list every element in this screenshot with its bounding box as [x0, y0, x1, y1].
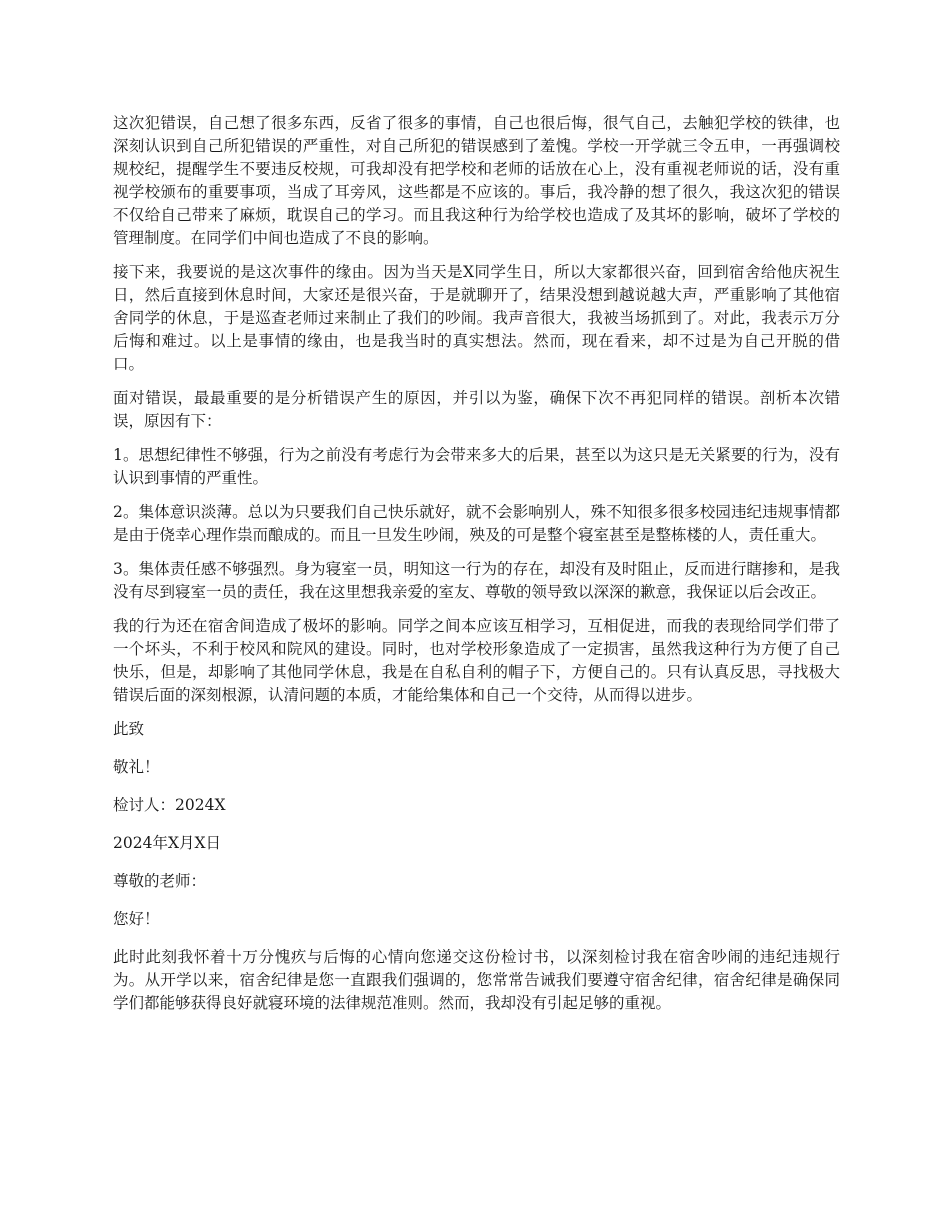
paragraph-reason-2: 2。集体意识淡薄。总以为只要我们自己快乐就好，就不会影响别人，殊不知很多很多校园违纪违规事情都是由于侥幸心理作祟而酿成的。而且一旦发生吵闹，殃及的可是整个寝室甚至是整栋楼的人，责任重大。 [113, 503, 840, 544]
paragraph-analysis-intro: 面对错误，最最重要的是分析错误产生的原因，并引以为鉴，确保下次不再犯同样的错误。剖析本次错误，原因有下： [113, 389, 840, 430]
closing-date: 2024年X月X日 [113, 834, 222, 852]
paragraph-incident: 接下来，我要说的是这次事件的缘由。因为当天是X同学生日，所以大家都很兴奋，回到宿舍给他庆祝生日，然后直接到休息时间，大家还是很兴奋，于是就聊开了，结果没想到越说越大声，严重影响了其他宿舍同学的休息，于是巡查老师过来制止了我们的吵闹。我声音很大，我被当场抓到了。对此，我表示万分后悔和难过。以上是事情的缘由，也是我当时的真实想法。然而，现在看来，却不过是为自己开脱的借口。 [113, 263, 840, 373]
closing-author: 检讨人：2024X [113, 796, 226, 814]
paragraph-impact: 我的行为还在宿舍间造成了极坏的影响。同学之间本应该互相学习，互相促进，而我的表现给同学们带了一个坏头，不利于校风和院风的建设。同时，也对学校形象造成了一定损害，虽然我这种行为方便了自己快乐，但是，却影响了其他同学休息，我是在自私自利的帽子下，方便自己的。只有认真反思，寻找极大错误后面的深刻根源，认清问题的本质，才能给集体和自己一个交待，从而得以进步。 [113, 617, 840, 704]
letter-addressee: 尊敬的老师： [113, 872, 207, 890]
paragraph-reason-1: 1。思想纪律性不够强，行为之前没有考虑行为会带来多大的后果，甚至以为这只是无关紧要的行为，没有认识到事情的严重性。 [113, 446, 840, 487]
closing-regards: 敬礼！ [113, 758, 160, 776]
paragraph-reflection: 这次犯错误，自己想了很多东西，反省了很多的事情，自己也很后悔，很气自己，去触犯学校的铁律，也深刻认识到自己所犯错误的严重性，对自己所犯的错误感到了羞愧。学校一开学就三令五申，一再强调校规校纪，提醒学生不要违反校规，可我却没有把学校和老师的话放在心上，没有重视老师说的话，没有重视学校颁布的重要事项，当成了耳旁风，这些都是不应该的。事后，我冷静的想了很久，我这次犯的错误不仅给自己带来了麻烦，耽误自己的学习。而且我这种行为给学校也造成了及其坏的影响，破坏了学校的管理制度。在同学们中间也造成了不良的影响。 [113, 114, 840, 247]
document-page [113, 112, 840, 1026]
paragraph-reason-3: 3。集体责任感不够强烈。身为寝室一员，明知这一行为的存在，却没有及时阻止，反而进行瞎掺和，是我没有尽到寝室一员的责任，我在这里想我亲爱的室友、尊敬的领导致以深深的歉意，我保证以后会改正。 [113, 560, 840, 601]
letter-greeting: 您好！ [113, 910, 160, 928]
letter-body: 此时此刻我怀着十万分愧疚与后悔的心情向您递交这份检讨书，以深刻检讨我在宿舍吵闹的违纪违规行为。从开学以来，宿舍纪律是您一直跟我们强调的，您常常告诫我们要遵守宿舍纪律，宿舍纪律是确保同学们都能够获得良好就寝环境的法律规范准则。然而，我却没有引起足够的重视。 [113, 948, 840, 1012]
closing-salutation: 此致 [113, 720, 145, 738]
